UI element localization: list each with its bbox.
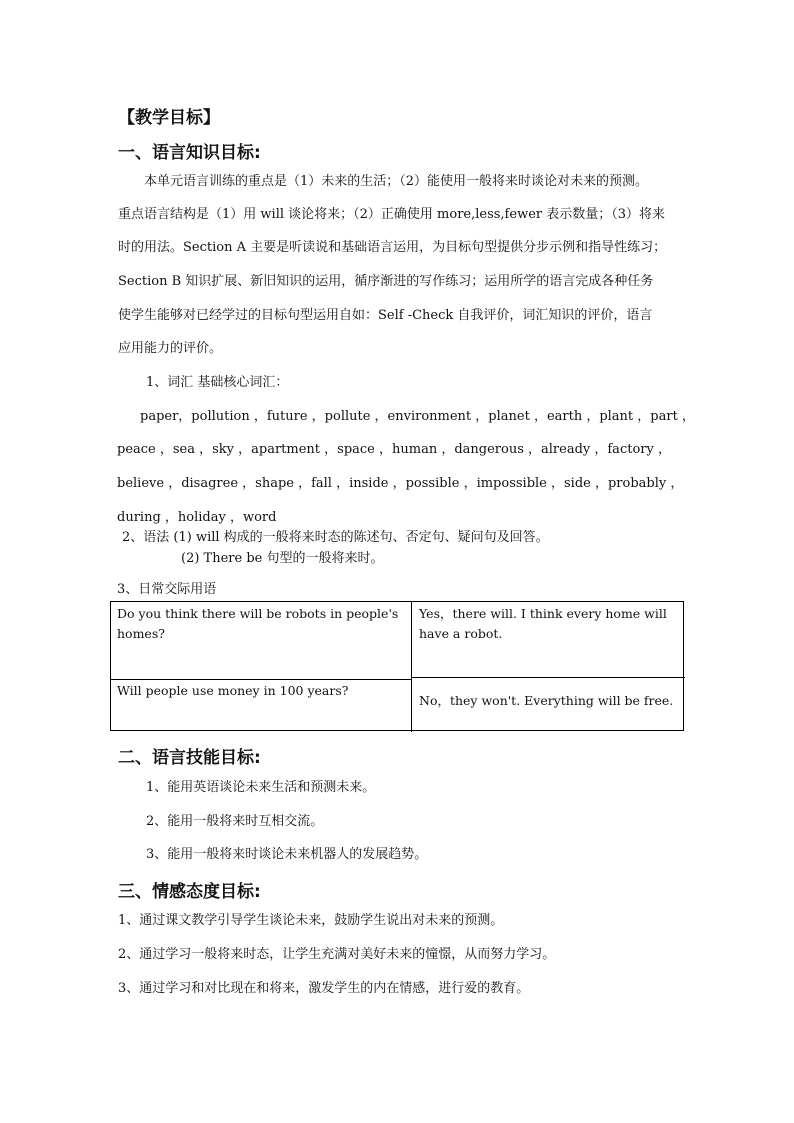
grammar-line-2: (2) There be 句型的一般将来时。	[181, 551, 384, 566]
skill-item-3: 3、能用一般将来时谈论未来机器人的发展趋势。	[146, 847, 428, 862]
attitude-item-2: 2、通过学习一般将来时态，让学生充满对美好未来的憧憬，从而努力学习。	[118, 947, 556, 962]
para-line-2: 重点语言结构是（1）用 will 谈论将来；（2）正确使用 more,less,fewer 表示数量；（3）将来	[118, 207, 666, 222]
table-cell-answer-1: Yes，there will. I think every home will have a robot.	[419, 606, 667, 641]
vocab-line-2: peace ，sea ，sky ，apartment ，space ，human ，dangerous ，already ，factory ，	[117, 442, 671, 457]
para-line-1: 本单元语言训练的重点是（1）未来的生活；（2）能使用一般将来时谈论对未来的预测。	[144, 174, 649, 189]
attitude-item-3: 3、通过学习和对比现在和将来，激发学生的内在情感，进行爱的教育。	[118, 981, 530, 996]
para-line-4: Section B 知识扩展、新旧知识的运用，循序渐进的写作练习；运用所学的语言完成各种任务	[118, 274, 654, 289]
section-3-heading: 三、情感态度目标:	[118, 882, 261, 902]
dialogue-table	[110, 601, 684, 731]
table-cell-question-1: Do you think there will be robots in people's homes?	[117, 606, 399, 641]
table-cell-question-2: Will people use money in 100 years?	[117, 683, 349, 698]
skill-item-2: 2、能用一般将来时互相交流。	[146, 814, 324, 829]
vocab-line-4: during ，holiday ，word	[117, 510, 277, 525]
page-title: 【教学目标】	[118, 108, 220, 128]
vocab-line-1: paper，pollution ，future ，pollute ，environment ，planet ，earth ，plant ，part ，	[140, 409, 695, 424]
para-line-6: 应用能力的评价。	[118, 341, 223, 356]
section-2-heading: 二、语言技能目标:	[118, 748, 261, 768]
table-cell-answer-2: No，they won't. Everything will be free.	[419, 693, 674, 708]
para-line-3: 时的用法。Section A 主要是听读说和基础语言运用，为目标句型提供分步示例和指导性练习；	[118, 240, 667, 255]
attitude-item-1: 1、通过课文教学引导学生谈论未来，鼓励学生说出对未来的预测。	[118, 913, 504, 928]
grammar-line-1: 2、语法 (1) will 构成的一般将来时态的陈述句、否定句、疑问句及回答。	[122, 530, 549, 545]
daily-expressions-title: 3、日常交际用语	[117, 582, 217, 597]
section-1-heading: 一、语言知识目标:	[118, 143, 261, 163]
para-line-5: 使学生能够对已经学过的目标句型运用自如：Self -Check 自我评价，词汇知识的评价，语言	[118, 308, 653, 323]
skill-item-1: 1、能用英语谈论未来生活和预测未来。	[146, 780, 376, 795]
vocab-line-3: believe ，disagree ，shape ，fall ，inside ，possible ，impossible ，side ，probably ，	[117, 476, 684, 491]
vocab-title: 1、词汇 基础核心词汇：	[146, 375, 289, 390]
